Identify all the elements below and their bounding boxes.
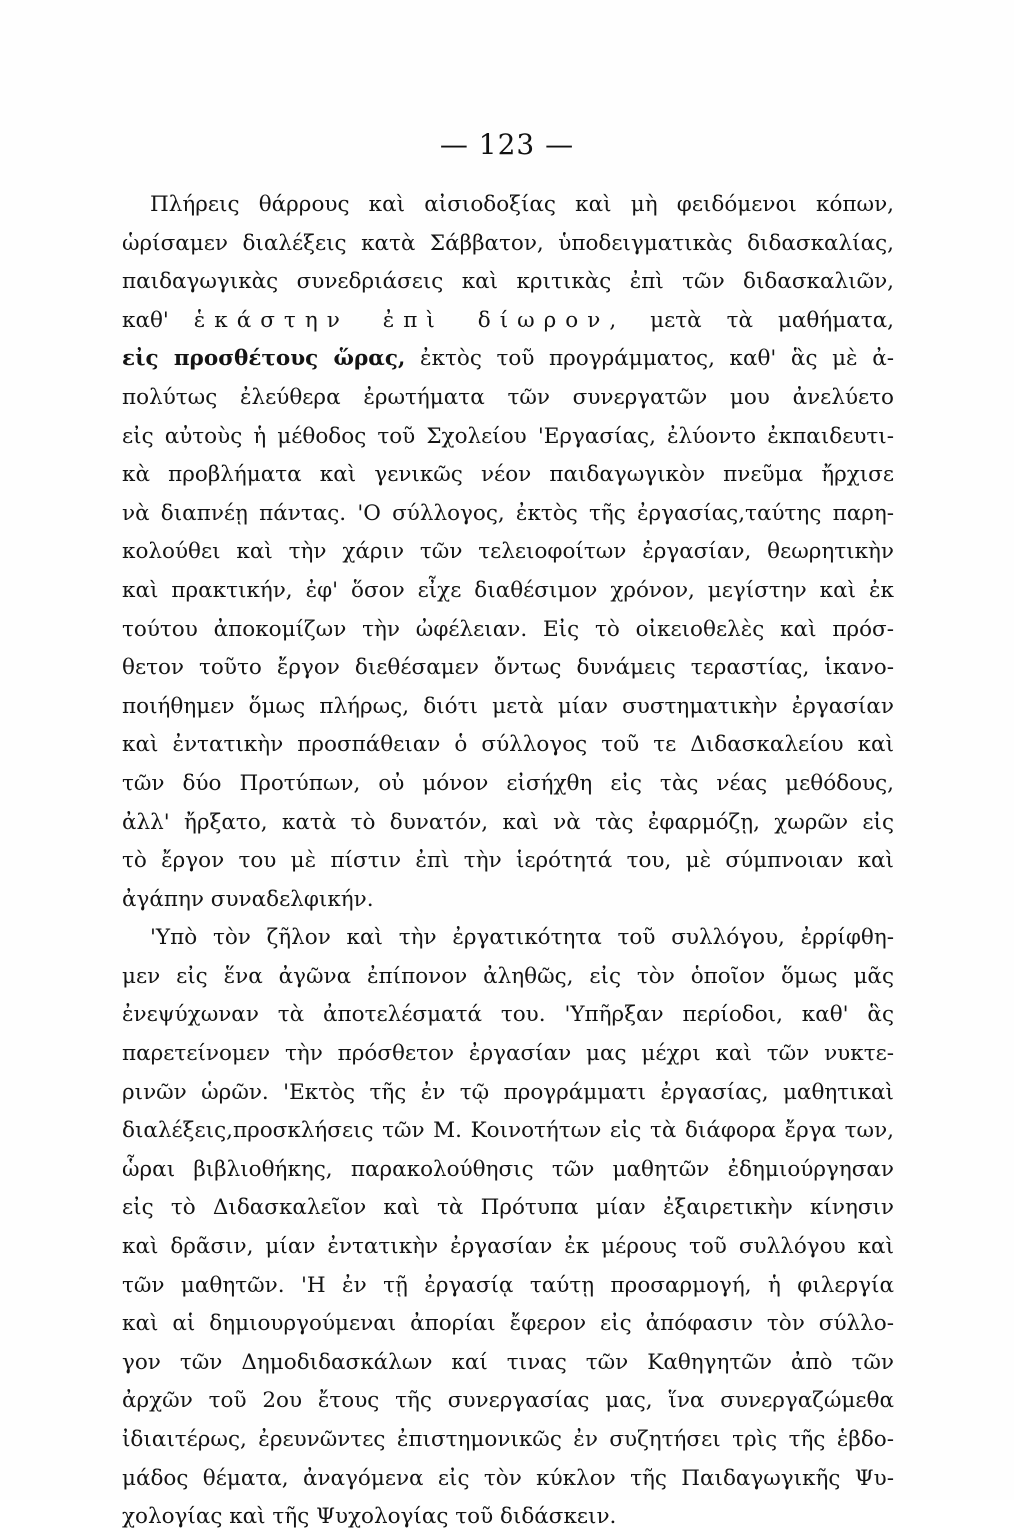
text-line-mixed	[122, 302, 894, 341]
text-line: τῶν μαθητῶν. 'Η ἐν τῇ ἐργασίᾳ ταύτῃ προσαρμογή, ἡ φιλεργία	[122, 1272, 894, 1298]
text-line: τῶν δύο Προτύπων, οὐ μόνον εἰσήχθη εἰς τὰς νέας μεθόδους,	[122, 770, 894, 796]
text-line: ὧραι βιβλιοθήκης, παρακολούθησις τῶν μαθητῶν ἐδημιούργησαν	[122, 1156, 894, 1182]
text-line: τὸ ἔργον του μὲ πίστιν ἐπὶ τὴν ἱερότητά του, μὲ σύμπνοιαν καὶ	[122, 848, 894, 874]
text-line: παιδαγωγικὰς συνεδριάσεις καὶ κριτικὰς ἐπὶ τῶν διδασκαλιῶν,	[122, 269, 894, 295]
text-line: κολούθει καὶ τὴν χάριν τῶν τελειοφοίτων ἐργασίαν, θεωρητικὴν	[122, 539, 894, 565]
text-line: ἐνεψύχωναν τὰ ἀποτελέσματά του. 'Υπῆρξαν περίοδοι, καθ' ἃς	[122, 1002, 894, 1028]
body-text	[122, 186, 894, 1537]
text-line: παρετείνομεν τὴν πρόσθετον ἐργασίαν μας μέχρι καὶ τῶν νυκτε-	[122, 1041, 894, 1067]
text-line: μάδος θέματα, ἀναγόμενα εἰς τὸν κύκλον τῆς Παιδαγωγικῆς Ψυ-	[122, 1465, 894, 1491]
text-line: μεν εἰς ἕνα ἀγῶνα ἐπίπονον ἀληθῶς, εἰς τὸν ὁποῖον ὅμως μᾶς	[122, 963, 894, 989]
text-line: καὶ ἐντατικὴν προσπάθειαν ὁ σύλλογος τοῦ τε Διδασκαλείου καὶ	[122, 732, 894, 758]
text-line: χολογίας καὶ τῆς Ψυχολογίας τοῦ διδάσκειν.	[122, 1504, 617, 1530]
text-line: καὶ δρᾶσιν, μίαν ἐντατικὴν ἐργασίαν ἐκ μέρους τοῦ συλλόγου καὶ	[122, 1234, 894, 1260]
text-line: θετον τοῦτο ἔργον διεθέσαμεν ὄντως δυνάμεις τεραστίας, ἱκανο-	[122, 655, 894, 681]
paragraph-2	[122, 919, 894, 1537]
text-fragment: καθ'	[122, 307, 169, 333]
page-number: — 123 —	[439, 128, 575, 161]
text-line: εἰς τὸ Διδασκαλεῖον καὶ τὰ Πρότυπα μίαν ἐξαιρετικὴν κίνησιν	[122, 1195, 894, 1221]
text-line: ἀγάπην συναδελφικήν.	[122, 886, 374, 912]
paragraph-1	[122, 186, 894, 919]
spaced-emphasis: ἑκάστην ἐπὶ δίωρον,	[193, 307, 626, 333]
text-line: κὰ προβλήματα καὶ γενικῶς νέον παιδαγωγικὸν πνεῦμα ἤρχισε	[122, 462, 894, 488]
text-line: ὡρίσαμεν διαλέξεις κατὰ Σάββατον, ὑποδειγματικὰς διδασκαλίας,	[122, 230, 894, 256]
text-line: τούτου ἀποκομίζων τὴν ὠφέλειαν. Εἰς τὸ οἰκειοθελὲς καὶ πρόσ-	[122, 616, 894, 642]
text-fragment: μετὰ τὰ μαθήματα,	[650, 307, 894, 333]
text-line: εἰς αὐτοὺς ἡ μέθοδος τοῦ Σχολείου 'Εργασίας, ἐλύοντο ἐκπαιδευτι-	[122, 423, 894, 449]
text-line: νὰ διαπνέῃ πάντας. 'Ο σύλλογος, ἐκτὸς τῆς ἐργασίας,ταύτης παρη-	[122, 500, 894, 526]
text-line: Πλήρεις θάρρους καὶ αἰσιοδοξίας καὶ μὴ φειδόμενοι κόπων,	[150, 192, 894, 217]
text-line: πολύτως ἐλεύθερα ἐρωτήματα τῶν συνεργατῶν μου ἀνελύετο	[122, 384, 894, 410]
text-line-mixed	[122, 340, 894, 379]
text-line: 'Υπὸ τὸν ζῆλον καὶ τὴν ἐργατικότητα τοῦ συλλόγου, ἐρρίφθη-	[150, 925, 894, 951]
text-line: διαλέξεις,προσκλήσεις τῶν Μ. Κοινοτήτων εἰς τὰ διάφορα ἔργα των,	[122, 1118, 894, 1144]
bold-emphasis: εἰς προσθέτους ὥρας,	[122, 346, 406, 372]
text-line: καὶ αἱ δημιουργούμεναι ἀπορίαι ἔφερον εἰς ἀπόφασιν τὸν σύλλο-	[122, 1311, 894, 1337]
text-line: ἀλλ' ἤρξατο, κατὰ τὸ δυνατόν, καὶ νὰ τὰς ἐφαρμόζῃ, χωρῶν εἰς	[122, 809, 894, 835]
text-line: ποιήθημεν ὅμως πλήρως, διότι μετὰ μίαν συστηματικὴν ἐργασίαν	[122, 693, 894, 719]
text-fragment: ἐκτὸς τοῦ προγράμματος, καθ' ἃς μὲ ἀ-	[420, 346, 894, 372]
text-line: ἀρχῶν τοῦ 2ου ἔτους τῆς συνεργασίας μας, ἵνα συνεργαζώμεθα	[122, 1388, 894, 1414]
text-line: ρινῶν ὡρῶν. 'Εκτὸς τῆς ἐν τῷ προγράμματι ἐργασίας, μαθητικαὶ	[122, 1079, 894, 1105]
text-line: ἰδιαιτέρως, ἐρευνῶντες ἐπιστημονικῶς ἐν συζητήσει τρὶς τῆς ἑβδο-	[122, 1427, 894, 1452]
text-line: καὶ πρακτικήν, ἐφ' ὅσον εἶχε διαθέσιμον χρόνον, μεγίστην καὶ ἐκ	[122, 577, 894, 603]
text-line: γον τῶν Δημοδιδασκάλων καί τινας τῶν Καθηγητῶν ἀπὸ τῶν	[122, 1349, 894, 1375]
